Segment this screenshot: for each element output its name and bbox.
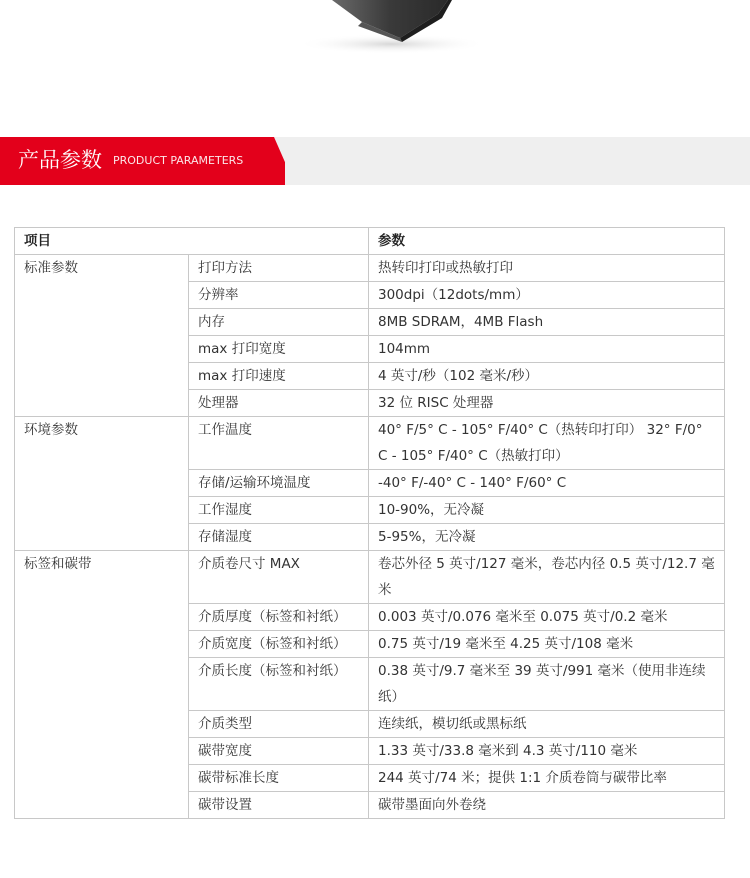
param-value: 5-95%，无冷凝: [369, 524, 725, 551]
param-value: 8MB SDRAM，4MB Flash: [369, 309, 725, 336]
table-header-row: [15, 228, 725, 255]
param-item: 碳带设置: [189, 792, 369, 819]
param-value: 卷芯外径 5 英寸/127 毫米，卷芯内径 0.5 英寸/12.7 毫米: [369, 551, 725, 604]
param-item: 打印方法: [189, 255, 369, 282]
param-value: 0.38 英寸/9.7 毫米至 39 英寸/991 毫米（使用非连续纸）: [369, 658, 725, 711]
table-row: [15, 255, 725, 282]
banner-subtitle: PRODUCT PARAMETERS: [113, 154, 244, 167]
group-name: 标准参数: [15, 255, 189, 417]
param-value: -40° F/-40° C - 140° F/60° C: [369, 470, 725, 497]
table-row: [15, 417, 725, 470]
param-value: 10-90%，无冷凝: [369, 497, 725, 524]
param-item: 介质宽度（标签和衬纸）: [189, 631, 369, 658]
param-item: 存储/运输环境温度: [189, 470, 369, 497]
param-item: 内存: [189, 309, 369, 336]
param-item: 介质类型: [189, 711, 369, 738]
param-item: 分辨率: [189, 282, 369, 309]
banner-title: 产品参数: [18, 148, 102, 172]
param-item: 工作湿度: [189, 497, 369, 524]
param-value: 0.75 英寸/19 毫米至 4.25 英寸/108 毫米: [369, 631, 725, 658]
param-value: 244 英寸/74 米；提供 1:1 介质卷筒与碳带比率: [369, 765, 725, 792]
header-item: 项目: [15, 228, 369, 255]
table-row: [15, 551, 725, 604]
param-value: 连续纸，模切纸或黑标纸: [369, 711, 725, 738]
param-value: 1.33 英寸/33.8 毫米到 4.3 英寸/110 毫米: [369, 738, 725, 765]
param-value: 32 位 RISC 处理器: [369, 390, 725, 417]
param-item: 存储湿度: [189, 524, 369, 551]
param-value: 热转印打印或热敏打印: [369, 255, 725, 282]
param-item: max 打印速度: [189, 363, 369, 390]
section-banner: [0, 137, 750, 185]
param-item: 工作温度: [189, 417, 369, 470]
param-item: 介质长度（标签和衬纸）: [189, 658, 369, 711]
param-item: max 打印宽度: [189, 336, 369, 363]
param-item: 处理器: [189, 390, 369, 417]
param-value: 40° F/5° C - 105° F/40° C（热转印打印） 32° F/0° C - 105° F/40° C（热敏打印）: [369, 417, 725, 470]
product-image-partial: [0, 0, 750, 60]
param-value: 300dpi（12dots/mm）: [369, 282, 725, 309]
param-item: 介质厚度（标签和衬纸）: [189, 604, 369, 631]
param-value: 104mm: [369, 336, 725, 363]
param-value: 0.003 英寸/0.076 毫米至 0.075 英寸/0.2 毫米: [369, 604, 725, 631]
param-item: 碳带标准长度: [189, 765, 369, 792]
header-value: 参数: [369, 228, 725, 255]
param-value: 碳带墨面向外卷绕: [369, 792, 725, 819]
param-item: 碳带宽度: [189, 738, 369, 765]
group-name: 环境参数: [15, 417, 189, 551]
group-name: 标签和碳带: [15, 551, 189, 819]
parameters-table: [14, 227, 725, 819]
param-value: 4 英寸/秒（102 毫米/秒）: [369, 363, 725, 390]
param-item: 介质卷尺寸 MAX: [189, 551, 369, 604]
